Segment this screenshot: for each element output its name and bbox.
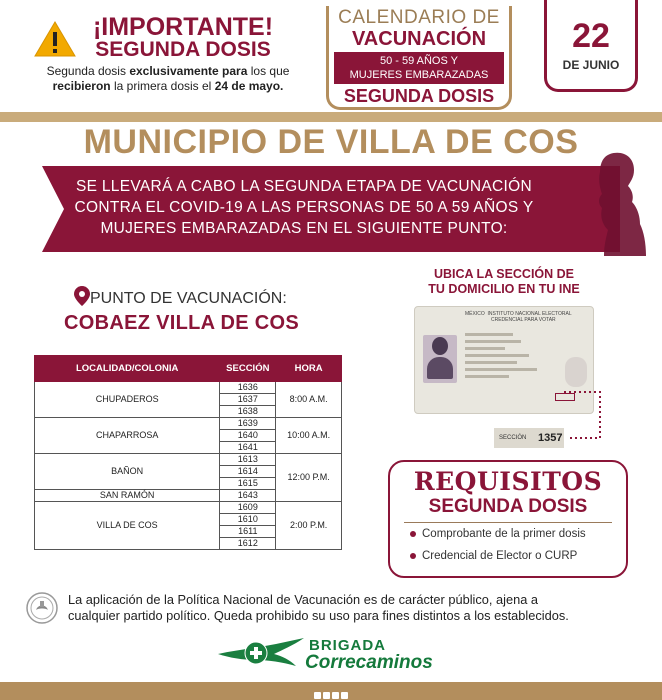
section-cell: 1612	[220, 538, 276, 550]
column-header: HORA	[276, 356, 342, 382]
note-bold: 24 de mayo.	[214, 79, 284, 93]
card-doc: CREDENCIAL PARA VOTAR	[491, 317, 556, 323]
gold-divider	[0, 112, 662, 122]
card-photo-head	[432, 337, 448, 355]
locality-cell: CHAPARROSA	[35, 418, 220, 454]
note-part: los que	[247, 64, 290, 78]
column-header: LOCALIDAD/COLONIA	[35, 356, 220, 382]
section-cell: 1613	[220, 454, 276, 466]
point-name: COBAEZ VILLA DE COS	[64, 312, 299, 334]
important-title: ¡IMPORTANTE!	[92, 13, 274, 41]
ine-instruction	[404, 267, 604, 297]
requirements-subtitle: SEGUNDA DOSIS	[428, 496, 588, 517]
card-header	[465, 311, 572, 323]
note-bold: recibieron	[52, 79, 111, 93]
column-header: SECCIÓN	[220, 356, 276, 382]
note-part: Segunda dosis	[46, 64, 130, 78]
policy-line: La aplicación de la Política Nacional de Vacunación es de carácter público, ajena a	[68, 592, 538, 607]
calendar-subtitle: VACUNACIÓN	[351, 28, 487, 50]
note-part: la primera dosis el	[110, 79, 215, 93]
table-header-row	[35, 356, 342, 382]
important-note	[30, 64, 306, 94]
table-row	[35, 502, 342, 514]
date-month: DE JUNIO	[562, 58, 620, 72]
road-runner-logo-icon	[216, 630, 306, 676]
ine-instruction-line: UBICA LA SECCIÓN DE	[433, 267, 575, 281]
card-institute: INSTITUTO NACIONAL ELECTORAL	[487, 311, 572, 317]
section-cell: 1609	[220, 502, 276, 514]
section-cell: 1639	[220, 418, 276, 430]
section-cell: 1641	[220, 442, 276, 454]
section-tag-label: SECCIÓN	[499, 435, 527, 441]
requirement-item: Comprobante de la primer dosis	[410, 528, 586, 540]
banner-line: CONTRA EL COVID-19 A LAS PERSONAS DE 50 A 59 AÑOS Y	[74, 199, 534, 216]
time-cell: 8:00 A.M.	[276, 382, 342, 418]
municipality-title: MUNICIPIO DE VILLA DE COS	[83, 123, 579, 161]
social-media-icons	[314, 686, 350, 696]
section-cell: 1611	[220, 526, 276, 538]
section-cell: 1636	[220, 382, 276, 394]
section-cell: 1643	[220, 490, 276, 502]
locality-cell: BAÑON	[35, 454, 220, 490]
schedule-table	[34, 355, 342, 550]
requirements-divider	[404, 522, 612, 523]
note-bold: exclusivamente para	[129, 64, 248, 78]
woman-silhouette-icon	[588, 150, 648, 256]
calendar-title: CALENDARIO DE	[338, 7, 500, 28]
card-ghost-photo	[565, 357, 587, 387]
section-cell: 1640	[220, 430, 276, 442]
brigade-title: BRIGADA	[309, 637, 386, 654]
dotted-connector	[564, 390, 606, 442]
policy-line: cualquier partido político. Queda prohibido su uso para fines distintos a los establecidos.	[68, 608, 569, 623]
requirement-item: Credencial de Elector o CURP	[410, 550, 577, 562]
warning-icon	[34, 20, 76, 58]
section-cell: 1614	[220, 466, 276, 478]
table-row	[35, 418, 342, 430]
pill-line: MUJERES EMBARAZADAS	[349, 69, 489, 81]
government-seal-icon	[26, 592, 58, 624]
important-subtitle: SEGUNDA DOSIS	[95, 38, 271, 61]
date-day: 22	[572, 17, 610, 55]
ine-instruction-line: TU DOMICILIO EN TU INE	[428, 282, 580, 296]
banner-line: SE LLEVARÁ A CABO LA SEGUNDA ETAPA DE VACUNACIÓN	[75, 178, 532, 195]
calendar-dose: SEGUNDA DOSIS	[343, 86, 495, 106]
pill-line: 50 - 59 AÑOS Y	[379, 55, 459, 67]
table-row	[35, 454, 342, 466]
twitter-icon[interactable]	[323, 692, 330, 699]
card-photo-body	[427, 357, 453, 379]
card-country: MÉXICO	[465, 311, 485, 317]
requirements-title: REQUISITOS	[413, 467, 603, 496]
section-cell: 1610	[220, 514, 276, 526]
table-row	[35, 382, 342, 394]
locality-cell: CHUPADEROS	[35, 382, 220, 418]
time-cell: 10:00 A.M.	[276, 418, 342, 454]
section-tag-value: 1357	[538, 432, 563, 444]
brigade-name: Correcaminos	[305, 652, 433, 673]
calendar-audience-pill	[334, 52, 504, 84]
point-label: PUNTO DE VACUNACIÓN:	[90, 290, 287, 307]
locality-cell: SAN RAMÓN	[35, 490, 220, 502]
youtube-icon[interactable]	[341, 692, 348, 699]
time-cell: 2:00 P.M.	[276, 502, 342, 550]
time-cell: 12:00 P.M.	[276, 454, 342, 502]
instagram-icon[interactable]	[332, 692, 339, 699]
card-text-lines	[465, 333, 545, 382]
section-cell: 1615	[220, 478, 276, 490]
section-cell: 1637	[220, 394, 276, 406]
policy-disclaimer	[68, 592, 638, 624]
banner-line: MUJERES EMBARAZADAS EN EL SIGUIENTE PUNTO:	[100, 220, 508, 237]
facebook-icon[interactable]	[314, 692, 321, 699]
locality-cell: VILLA DE COS	[35, 502, 220, 550]
banner-text	[54, 176, 554, 239]
location-pin-icon	[74, 286, 90, 306]
section-cell: 1638	[220, 406, 276, 418]
